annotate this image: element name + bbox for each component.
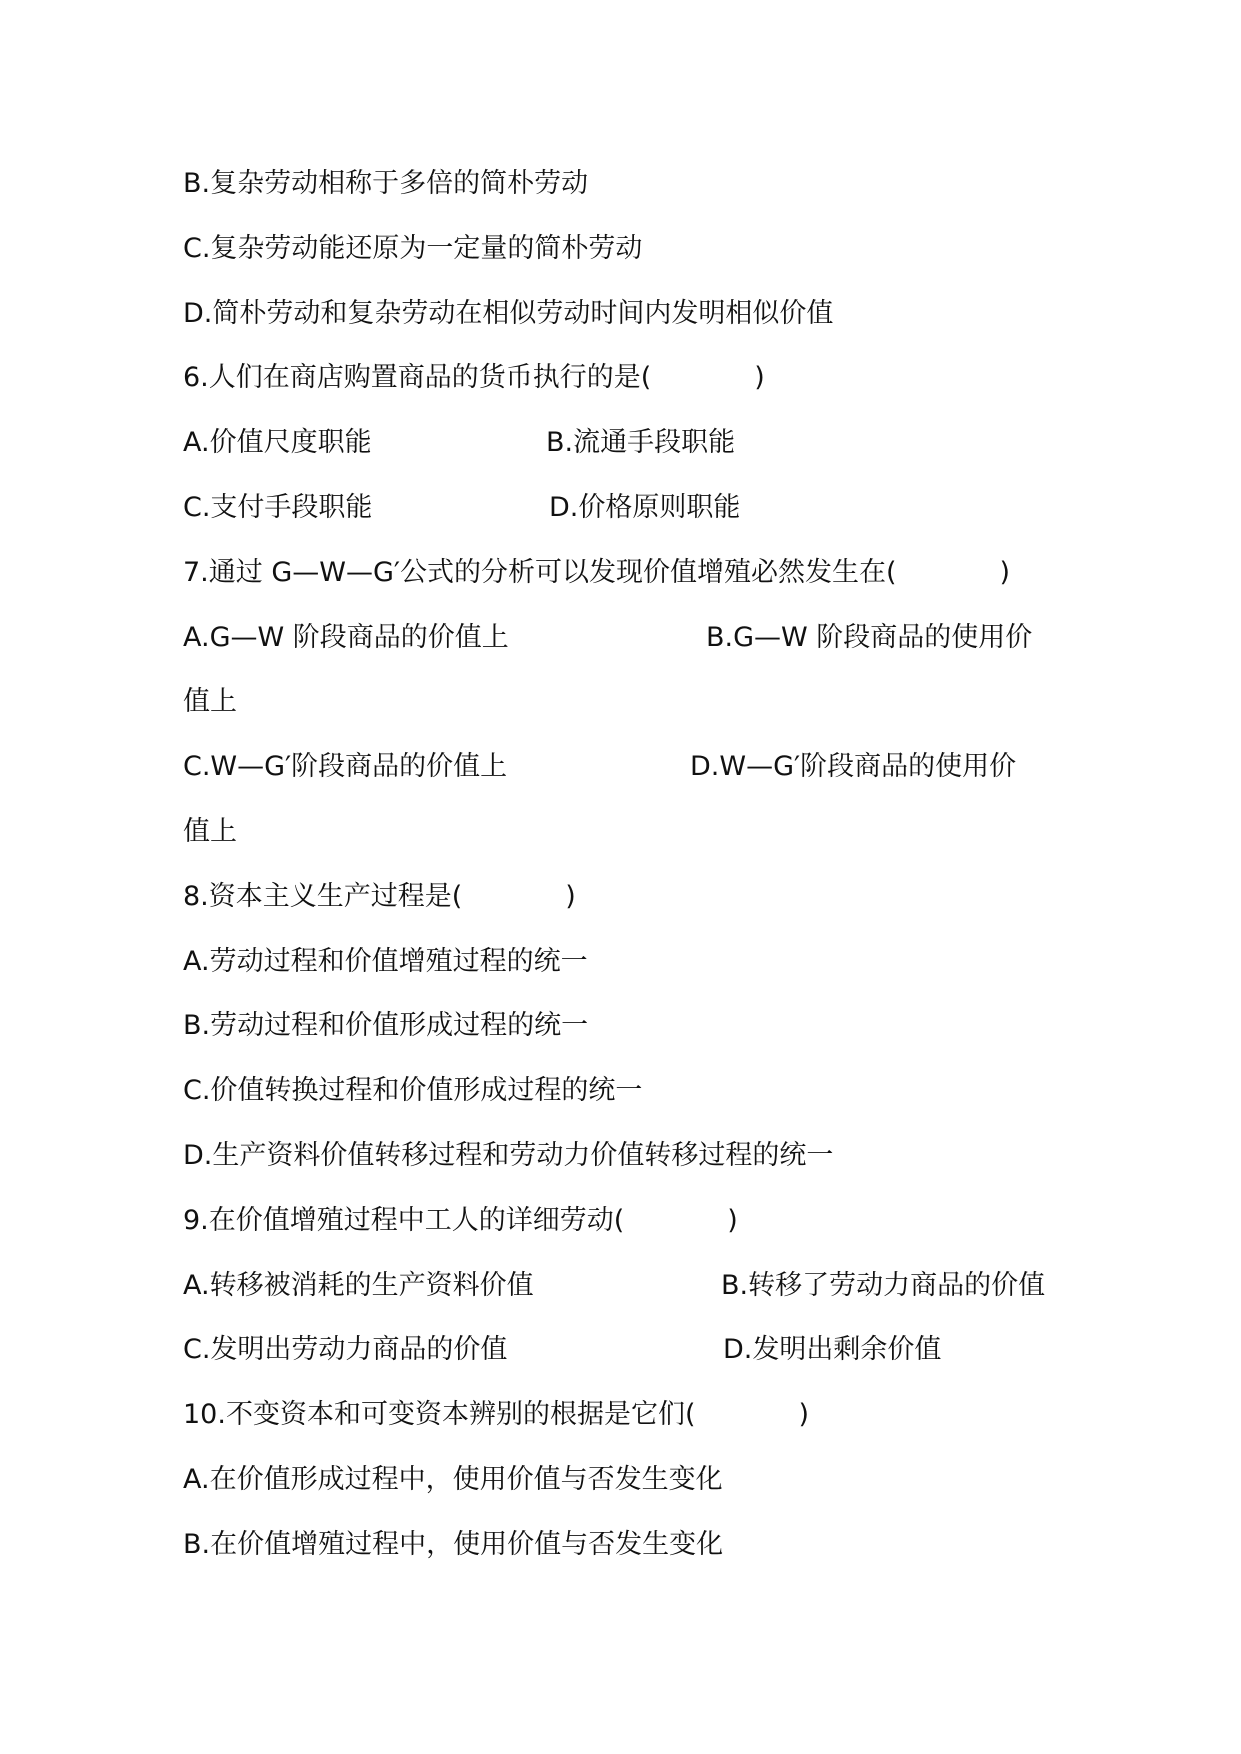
option-9c: C.发明出劳动力商品的价值	[183, 1334, 508, 1365]
option-6c: C.支付手段职能	[183, 492, 373, 523]
question-6: 6.人们在商店购置商品的货币执行的是( )	[183, 362, 765, 393]
option-8a: A.劳动过程和价值增殖过程的统一	[183, 946, 588, 977]
question-9: 9.在价值增殖过程中工人的详细劳动( )	[183, 1205, 738, 1236]
option-5d: D.简朴劳动和复杂劳动在相似劳动时间内发明相似价值	[183, 298, 834, 329]
option-10b: B.在价值增殖过程中，使用价值与否发生变化	[183, 1529, 724, 1560]
question-10: 10.不变资本和可变资本辨别的根据是它们( )	[183, 1399, 809, 1430]
option-8b: B.劳动过程和价值形成过程的统一	[183, 1010, 589, 1041]
option-6a: A.价值尺度职能	[183, 427, 372, 458]
option-8d: D.生产资料价值转移过程和劳动力价值转移过程的统一	[183, 1140, 834, 1171]
question-7: 7.通过 G—W—G′公式的分析可以发现价值增殖必然发生在( )	[183, 557, 1011, 588]
option-7c: C.W—G′阶段商品的价值上	[183, 751, 508, 782]
option-8c: C.价值转换过程和价值形成过程的统一	[183, 1075, 643, 1106]
option-6d: D.价格原则职能	[549, 492, 741, 523]
option-10a: A.在价值形成过程中，使用价值与否发生变化	[183, 1464, 723, 1495]
option-6b: B.流通手段职能	[546, 427, 736, 458]
option-7b: B.G—W 阶段商品的使用价	[706, 622, 1033, 653]
option-7d-continuation: 值上	[183, 816, 237, 847]
option-7a: A.G—W 阶段商品的价值上	[183, 622, 509, 653]
option-9d: D.发明出剩余价值	[723, 1334, 942, 1365]
option-7b-continuation: 值上	[183, 686, 237, 717]
option-7d: D.W—G′阶段商品的使用价	[690, 751, 1017, 782]
question-8: 8.资本主义生产过程是( )	[183, 881, 576, 912]
option-9b: B.转移了劳动力商品的价值	[721, 1270, 1046, 1301]
option-9a: A.转移被消耗的生产资料价值	[183, 1270, 534, 1301]
option-5c: C.复杂劳动能还原为一定量的简朴劳动	[183, 233, 643, 264]
option-5b: B.复杂劳动相称于多倍的简朴劳动	[183, 168, 589, 199]
